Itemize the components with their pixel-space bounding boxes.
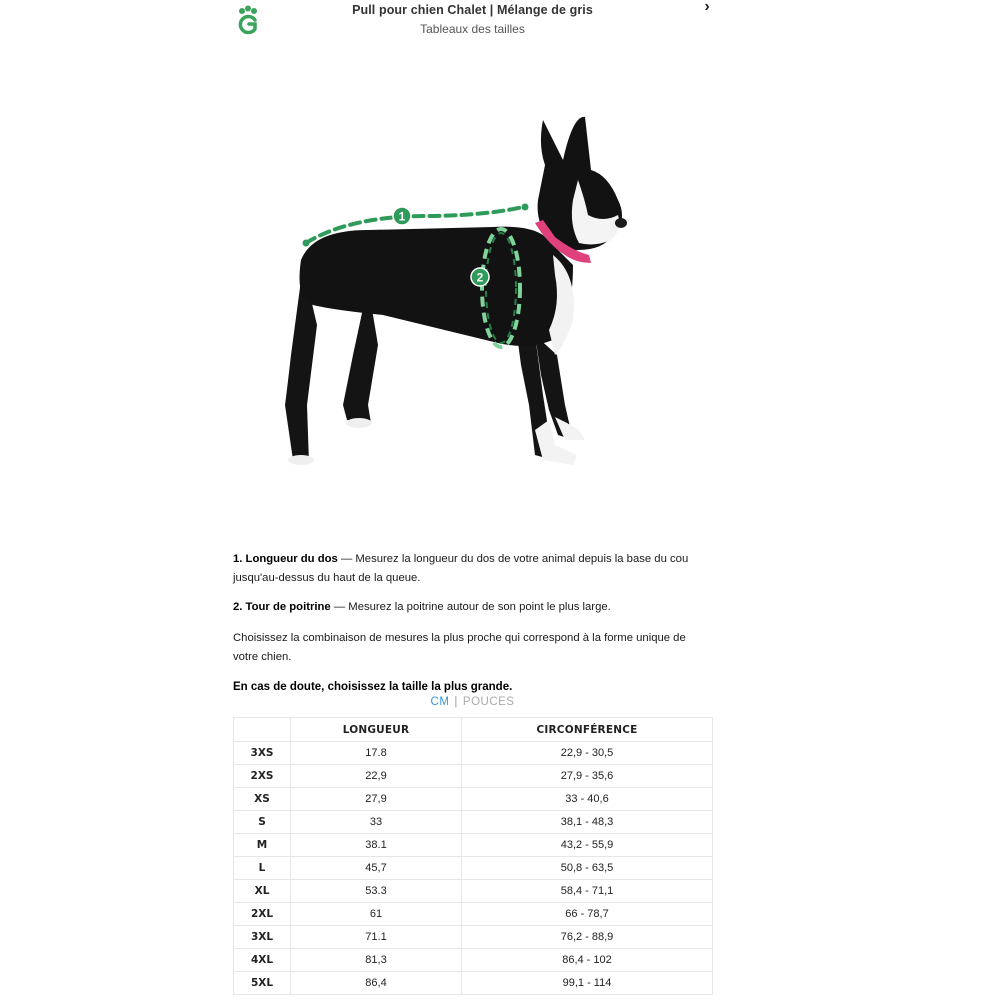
size-cell: 3XS <box>234 742 291 765</box>
size-cell: L <box>234 857 291 880</box>
length-cell: 38.1 <box>291 834 462 857</box>
back-length-title: 1. Longueur du dos <box>233 553 338 565</box>
girth-cell: 22,9 - 30,5 <box>462 742 713 765</box>
unit-cm-button[interactable]: CM <box>430 696 450 708</box>
back-length-instruction <box>233 550 712 588</box>
table-row <box>234 788 713 811</box>
size-chart-table <box>233 717 713 995</box>
next-arrow-button[interactable]: › <box>704 0 710 15</box>
length-cell: 27,9 <box>291 788 462 811</box>
girth-cell: 99,1 - 114 <box>462 972 713 995</box>
header-length: LONGUEUR <box>291 718 462 742</box>
header-girth: CIRCONFÉRENCE <box>462 718 713 742</box>
size-cell: 5XL <box>234 972 291 995</box>
doubt-note: En cas de doute, choisissez la taille la plus grande. <box>233 681 513 693</box>
girth-cell: 76,2 - 88,9 <box>462 926 713 949</box>
table-row <box>234 857 713 880</box>
table-row <box>234 903 713 926</box>
size-cell: XL <box>234 880 291 903</box>
size-cell: 2XS <box>234 765 291 788</box>
page-title: Pull pour chien Chalet | Mélange de gris <box>352 3 593 17</box>
length-cell: 33 <box>291 811 462 834</box>
length-cell: 71.1 <box>291 926 462 949</box>
girth-cell: 33 - 40,6 <box>462 788 713 811</box>
unit-inches-button[interactable]: POUCES <box>462 696 515 708</box>
girth-cell: 43,2 - 55,9 <box>462 834 713 857</box>
girth-cell: 58,4 - 71,1 <box>462 880 713 903</box>
table-row <box>234 949 713 972</box>
table-header-row <box>234 718 713 742</box>
table-row <box>234 926 713 949</box>
header-size <box>234 718 291 742</box>
table-row <box>234 742 713 765</box>
table-row <box>234 880 713 903</box>
size-cell: 2XL <box>234 903 291 926</box>
size-cell: M <box>234 834 291 857</box>
table-row <box>234 765 713 788</box>
length-cell: 81,3 <box>291 949 462 972</box>
unit-separator: | <box>454 696 458 708</box>
chest-girth-instruction <box>233 598 712 617</box>
svg-text:2: 2 <box>476 270 484 285</box>
back-length-text: — Mesurez la longueur du dos de votre animal depuis la base du cou jusqu'au-dessus du haut de la queue. <box>233 553 689 584</box>
dog-measurement-illustration <box>273 105 653 480</box>
length-cell: 22,9 <box>291 765 462 788</box>
page-subtitle: Tableaux des tailles <box>420 22 525 36</box>
length-cell: 86,4 <box>291 972 462 995</box>
size-cell: XS <box>234 788 291 811</box>
length-cell: 61 <box>291 903 462 926</box>
length-cell: 53.3 <box>291 880 462 903</box>
chest-girth-title: 2. Tour de poitrine <box>233 601 331 613</box>
girth-cell: 38,1 - 48,3 <box>462 811 713 834</box>
size-cell: S <box>234 811 291 834</box>
table-row <box>234 972 713 995</box>
unit-toggle <box>233 696 712 708</box>
girth-cell: 66 - 78,7 <box>462 903 713 926</box>
girth-cell: 86,4 - 102 <box>462 949 713 972</box>
size-cell: 3XL <box>234 926 291 949</box>
table-row <box>234 811 713 834</box>
length-cell: 17.8 <box>291 742 462 765</box>
dog-illustration <box>285 117 627 465</box>
size-cell: 4XL <box>234 949 291 972</box>
girth-cell: 50,8 - 63,5 <box>462 857 713 880</box>
svg-text:1: 1 <box>398 209 406 224</box>
chest-girth-text: — Mesurez la poitrine autour de son point le plus large. <box>330 601 611 613</box>
size-guide-page <box>233 0 712 1000</box>
combination-note: Choisissez la combinaison de mesures la plus proche qui correspond à la forme unique de votre chien. <box>233 632 686 663</box>
girth-cell: 27,9 - 35,6 <box>462 765 713 788</box>
length-cell: 45,7 <box>291 857 462 880</box>
table-row <box>234 834 713 857</box>
